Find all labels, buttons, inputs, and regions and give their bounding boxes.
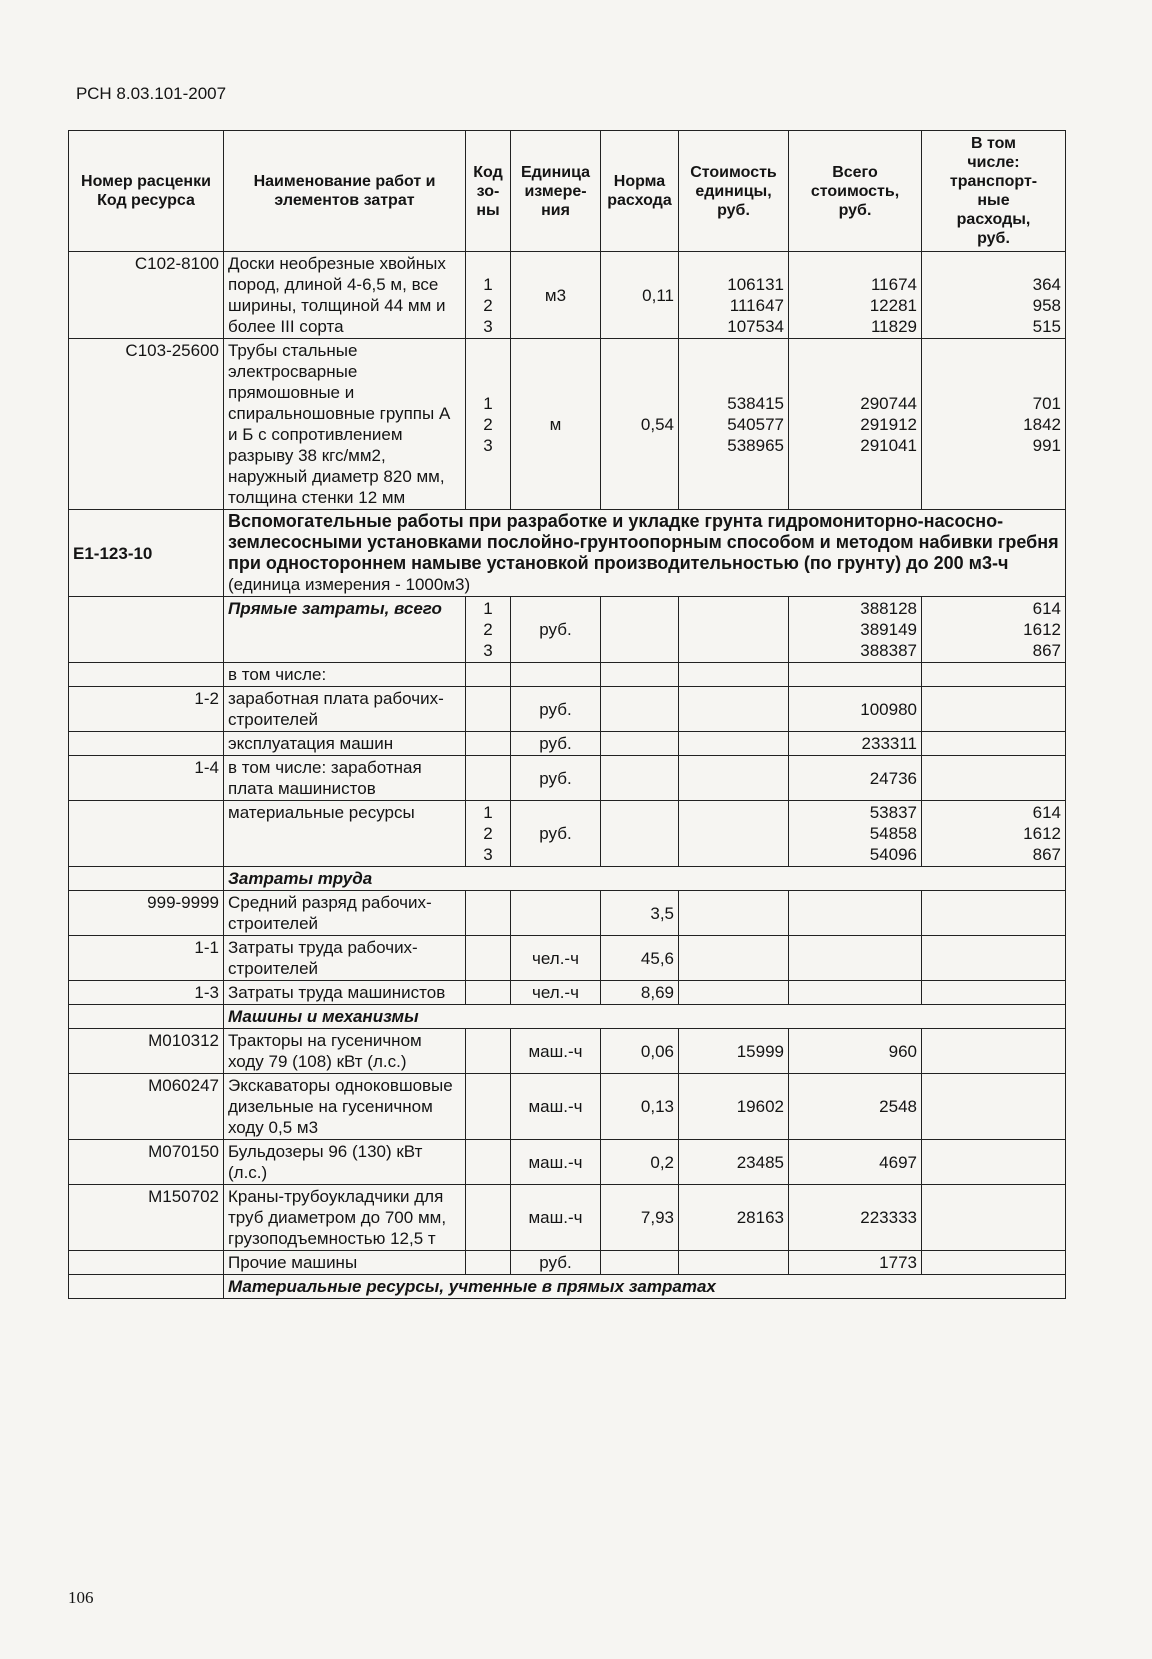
resource-code: С102-8100: [69, 252, 224, 339]
unit-cost: 538415 540577 538965: [679, 339, 789, 510]
unit: руб.: [511, 687, 601, 732]
norm: 0,2: [601, 1140, 679, 1185]
total-cost: 290744 291912 291041: [789, 339, 922, 510]
unit: руб.: [511, 756, 601, 801]
total-cost: 1773: [789, 1251, 922, 1275]
unit: м3: [511, 252, 601, 339]
resource-code: М060247: [69, 1074, 224, 1140]
resource-name: Затраты труда машинистов: [224, 981, 466, 1005]
resource-name: Экскаваторы одноковшовые дизельные на гусеничном ходу 0,5 м3: [224, 1074, 466, 1140]
resource-code: С103-25600: [69, 339, 224, 510]
norm: 8,69: [601, 981, 679, 1005]
cost-item-name: в том числе:: [224, 663, 466, 687]
table-row: [69, 756, 1066, 801]
unit-cost: 23485: [679, 1140, 789, 1185]
resource-code: 999-9999: [69, 891, 224, 936]
col-header-code: Номер расценки Код ресурса: [69, 131, 224, 252]
col-header-total: Всего стоимость, руб.: [789, 131, 922, 252]
norm: 0,13: [601, 1074, 679, 1140]
section-unit-note: (единица измерения - 1000м3): [228, 575, 471, 594]
table-row: [69, 687, 1066, 732]
table-row: [69, 936, 1066, 981]
total-cost: 100980: [789, 687, 922, 732]
direct-costs-row: [69, 597, 1066, 663]
resource-name: Затраты труда рабочих-строителей: [224, 936, 466, 981]
resource-name: Трубы стальные электросварные прямошовные и спиральношовные группы А и Б с сопротивлением разрыву 38 кгс/мм2, наружный диаметр 820 мм, толщина стенки 12 мм: [224, 339, 466, 510]
total-cost: 4697: [789, 1140, 922, 1185]
section-row: [69, 510, 1066, 597]
total-cost: 233311: [789, 732, 922, 756]
table-row: [69, 252, 1066, 339]
zone-codes: 1 2 3: [466, 801, 511, 867]
table-header-row: [69, 131, 1066, 252]
transport-cost: 614 1612 867: [922, 801, 1066, 867]
resource-code: 1-4: [69, 756, 224, 801]
rate-code: Е1-123-10: [69, 510, 224, 597]
table-row: [69, 1185, 1066, 1251]
total-cost: 960: [789, 1029, 922, 1074]
total-cost: 2548: [789, 1074, 922, 1140]
labor-header: Затраты труда: [224, 867, 1066, 891]
unit: руб.: [511, 732, 601, 756]
subsection-row: [69, 1005, 1066, 1029]
section-title-cell: [224, 510, 1066, 597]
unit: чел.-ч: [511, 981, 601, 1005]
resource-name: Бульдозеры 96 (130) кВт (л.с.): [224, 1140, 466, 1185]
table-row: [69, 891, 1066, 936]
subsection-row: [69, 867, 1066, 891]
resource-code: 1-1: [69, 936, 224, 981]
transport-cost: 364 958 515: [922, 252, 1066, 339]
unit: м: [511, 339, 601, 510]
table-row: [69, 663, 1066, 687]
unit: маш.-ч: [511, 1029, 601, 1074]
unit-cost: 15999: [679, 1029, 789, 1074]
resource-name: Прочие машины: [224, 1251, 466, 1275]
resource-name: Средний разряд рабочих-строителей: [224, 891, 466, 936]
norm: 0,54: [601, 339, 679, 510]
resource-code: М150702: [69, 1185, 224, 1251]
unit: маш.-ч: [511, 1185, 601, 1251]
zone-codes: 1 2 3: [466, 252, 511, 339]
table-row: [69, 1074, 1066, 1140]
unit: маш.-ч: [511, 1140, 601, 1185]
cost-item-name: эксплуатация машин: [224, 732, 466, 756]
unit-cost: 28163: [679, 1185, 789, 1251]
table-row: [69, 1140, 1066, 1185]
resource-code: [69, 663, 224, 687]
resource-name: Доски необрезные хвойных пород, длиной 4-6,5 м, все ширины, толщиной 44 мм и более III сорта: [224, 252, 466, 339]
total-cost: 388128 389149 388387: [789, 597, 922, 663]
table-row: [69, 732, 1066, 756]
table-row: [69, 1251, 1066, 1275]
col-header-transport: В том числе: транспорт- ные расходы, руб.: [922, 131, 1066, 252]
total-cost: 53837 54858 54096: [789, 801, 922, 867]
transport-cost: 614 1612 867: [922, 597, 1066, 663]
table-row: [69, 1029, 1066, 1074]
norm: 0,06: [601, 1029, 679, 1074]
section-title: Вспомогательные работы при разработке и укладке грунта гидромониторно-насосно-землесосными установками послойно-грунтоопорным способом и методом набивки гребня при одностороннем намыве установкой производительностью (по грунту) до 200 м3-ч: [228, 511, 1059, 573]
resource-name: Тракторы на гусеничном ходу 79 (108) кВт (л.с.): [224, 1029, 466, 1074]
resource-code: М010312: [69, 1029, 224, 1074]
total-cost: 24736: [789, 756, 922, 801]
unit-cost: 19602: [679, 1074, 789, 1140]
total-cost: 11674 12281 11829: [789, 252, 922, 339]
cost-item-name: материальные ресурсы: [224, 801, 466, 867]
resource-code: М070150: [69, 1140, 224, 1185]
cost-item-name: в том числе: заработная плата машинистов: [224, 756, 466, 801]
unit: руб.: [511, 597, 601, 663]
direct-costs-label: Прямые затраты, всего: [224, 597, 466, 663]
col-header-norm: Норма расхода: [601, 131, 679, 252]
table-row: [69, 981, 1066, 1005]
zone-codes: 1 2 3: [466, 597, 511, 663]
resource-code: 1-2: [69, 687, 224, 732]
materials-footer: Материальные ресурсы, учтенные в прямых затратах: [224, 1275, 1066, 1299]
subsection-row: [69, 1275, 1066, 1299]
machines-header: Машины и механизмы: [224, 1005, 1066, 1029]
norm: 3,5: [601, 891, 679, 936]
unit-cost: 106131 111647 107534: [679, 252, 789, 339]
col-header-name: Наименование работ и элементов затрат: [224, 131, 466, 252]
unit: [511, 891, 601, 936]
unit: руб.: [511, 1251, 601, 1275]
unit: маш.-ч: [511, 1074, 601, 1140]
cost-table: [68, 130, 1066, 1299]
zone-codes: 1 2 3: [466, 339, 511, 510]
cost-item-name: заработная плата рабочих-строителей: [224, 687, 466, 732]
page-number: 106: [68, 1588, 94, 1607]
table-row: [69, 801, 1066, 867]
col-header-zone: Код зо- ны: [466, 131, 511, 252]
resource-name: Краны-трубоукладчики для труб диаметром до 700 мм, грузоподъемностью 12,5 т: [224, 1185, 466, 1251]
document-header: РСН 8.03.101-2007: [76, 84, 227, 103]
col-header-unit-cost: Стоимость единицы, руб.: [679, 131, 789, 252]
unit: руб.: [511, 801, 601, 867]
total-cost: 223333: [789, 1185, 922, 1251]
norm: 0,11: [601, 252, 679, 339]
norm: 7,93: [601, 1185, 679, 1251]
col-header-unit: Единица измере- ния: [511, 131, 601, 252]
resource-code: 1-3: [69, 981, 224, 1005]
transport-cost: 701 1842 991: [922, 339, 1066, 510]
table-row: [69, 339, 1066, 510]
norm: 45,6: [601, 936, 679, 981]
unit: чел.-ч: [511, 936, 601, 981]
resource-code: [69, 732, 224, 756]
